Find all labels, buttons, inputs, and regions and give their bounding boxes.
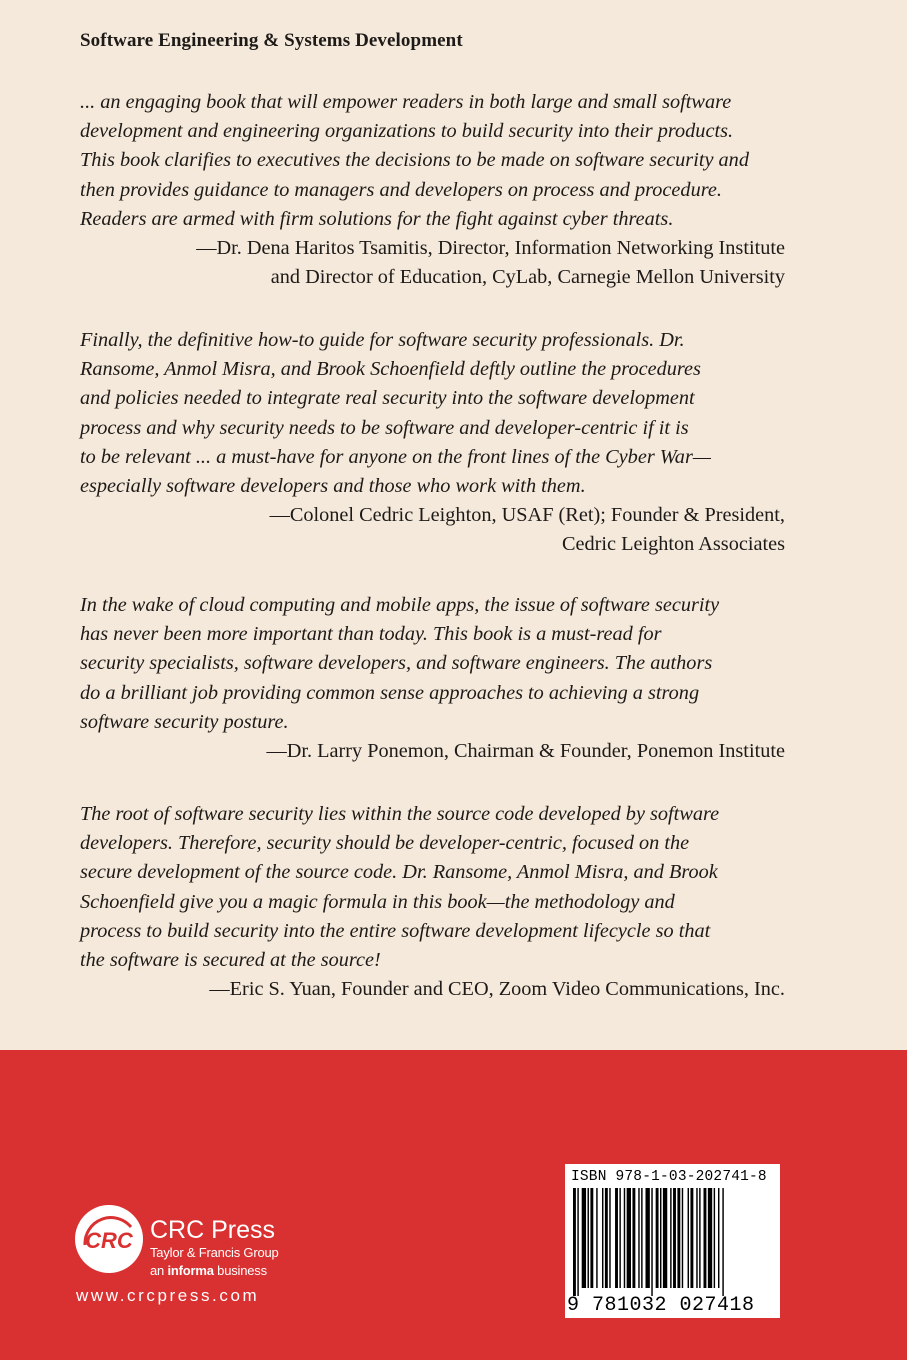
barcode-bar: [722, 1188, 723, 1296]
publisher-block: [150, 1216, 279, 1280]
barcode-bar: [660, 1188, 661, 1288]
quote-line: and policies needed to integrate real security into the software development: [80, 387, 695, 410]
barcode-bar: [638, 1188, 639, 1288]
quote-line: security specialists, software developers, and software engineers. The authors: [80, 652, 713, 675]
quote-attribution: —Colonel Cedric Leighton, USAF (Ret); Founder & President,: [269, 504, 785, 527]
isbn-label: ISBN 978-1-03-202741-8: [571, 1169, 767, 1185]
barcode-bar: [590, 1188, 593, 1288]
barcode-bar: [632, 1188, 635, 1288]
barcode-bar: [615, 1188, 618, 1288]
publisher-website: www.crcpress.com: [76, 1286, 260, 1305]
barcode-bar: [602, 1188, 603, 1288]
barcode-bar: [690, 1188, 693, 1288]
quote-line: Readers are armed with firm solutions for the fight against cyber threats.: [80, 207, 674, 230]
testimonial-1: [80, 88, 785, 292]
testimonial-3: [80, 591, 785, 766]
category-heading: Software Engineering & Systems Development: [80, 30, 463, 51]
barcode-bar: [699, 1188, 700, 1288]
quote-line: then provides guidance to managers and developers on process and procedure.: [80, 178, 722, 201]
quote-attribution: —Eric S. Yuan, Founder and CEO, Zoom Video Communications, Inc.: [209, 978, 785, 1001]
barcode-bar: [656, 1188, 659, 1288]
barcode-bar: [573, 1188, 576, 1296]
quote-line: This book clarifies to executives the decisions to be made on software security and: [80, 149, 749, 172]
barcode-bar: [582, 1188, 586, 1288]
publisher-name: CRC Press: [150, 1216, 276, 1244]
quote-line: development and engineering organizations to build security into their products.: [80, 120, 734, 143]
barcode-bar: [673, 1188, 676, 1288]
barcode-bar: [714, 1188, 715, 1288]
quote-line: the software is secured at the source!: [80, 949, 381, 972]
quote-line: developers. Therefore, security should be developer-centric, focused on the: [80, 832, 690, 855]
quote-line: process and why security needs to be software and developer-centric if it is: [80, 416, 689, 439]
barcode-bar: [596, 1188, 597, 1288]
publisher-tagline: an informa business: [150, 1263, 267, 1278]
barcode-bar: [609, 1188, 610, 1288]
barcode-bar: [646, 1188, 650, 1288]
barcode-bar: [577, 1188, 578, 1296]
quote-attribution: —Dr. Dena Haritos Tsamitis, Director, Information Networking Institute: [196, 237, 785, 260]
barcode-bar: [588, 1188, 589, 1288]
barcode-bar: [651, 1188, 652, 1296]
testimonial-2: [80, 326, 785, 560]
quote-line: The root of software security lies within the source code developed by software: [80, 803, 720, 825]
quote-line: Finally, the definitive how-to guide for software security professionals. Dr.: [80, 329, 685, 351]
quote-line: In the wake of cloud computing and mobile apps, the issue of software security: [80, 594, 720, 616]
isbn-barcode: [565, 1164, 780, 1318]
barcode-bar: [688, 1188, 689, 1288]
crc-logo-icon: [75, 1205, 143, 1273]
logo-mark-text: CRC: [85, 1228, 133, 1253]
barcode-bar: [682, 1188, 683, 1288]
barcode-bar: [624, 1188, 625, 1288]
barcode-bars: [573, 1188, 773, 1296]
barcode-bar: [677, 1188, 680, 1288]
quote-line: to be relevant ... a must-have for anyone on the front lines of the Cyber War—: [80, 445, 711, 468]
quote-line: process to build security into the entire software development lifecycle so that: [80, 919, 711, 942]
barcode-bar: [670, 1188, 671, 1288]
barcode-bar: [718, 1188, 719, 1288]
barcode-bar: [619, 1188, 620, 1288]
barcode-digits: 9 781032 027418: [567, 1294, 755, 1317]
quote-attribution: and Director of Education, CyLab, Carnegie Mellon University: [270, 266, 785, 289]
barcode-bar: [708, 1188, 712, 1288]
barcode-bar: [641, 1188, 642, 1288]
quote-line: Ransome, Anmol Misra, and Brook Schoenfield deftly outline the procedures: [80, 358, 701, 381]
barcode-bar: [627, 1188, 631, 1288]
barcode-bar: [663, 1188, 667, 1288]
quote-line: do a brilliant job providing common sense approaches to achieving a strong: [80, 681, 700, 704]
quote-attribution: —Dr. Larry Ponemon, Chairman & Founder, Ponemon Institute: [266, 740, 785, 763]
quote-line: software security posture.: [80, 710, 289, 733]
quote-line: ... an engaging book that will empower readers in both large and small software: [80, 91, 732, 113]
quote-line: especially software developers and those who work with them.: [80, 475, 586, 498]
barcode-bar: [696, 1188, 697, 1288]
publisher-group: Taylor & Francis Group: [150, 1245, 279, 1260]
barcode-bar: [704, 1188, 707, 1288]
quote-line: has never been more important than today. This book is a must-read for: [80, 623, 662, 646]
testimonial-4: [80, 800, 785, 1004]
barcode-bar: [605, 1188, 608, 1288]
quote-line: secure development of the source code. Dr. Ransome, Anmol Misra, and Brook: [80, 861, 718, 884]
quote-attribution: Cedric Leighton Associates: [561, 533, 785, 556]
quote-line: Schoenfield give you a magic formula in this book—the methodology and: [80, 890, 675, 913]
